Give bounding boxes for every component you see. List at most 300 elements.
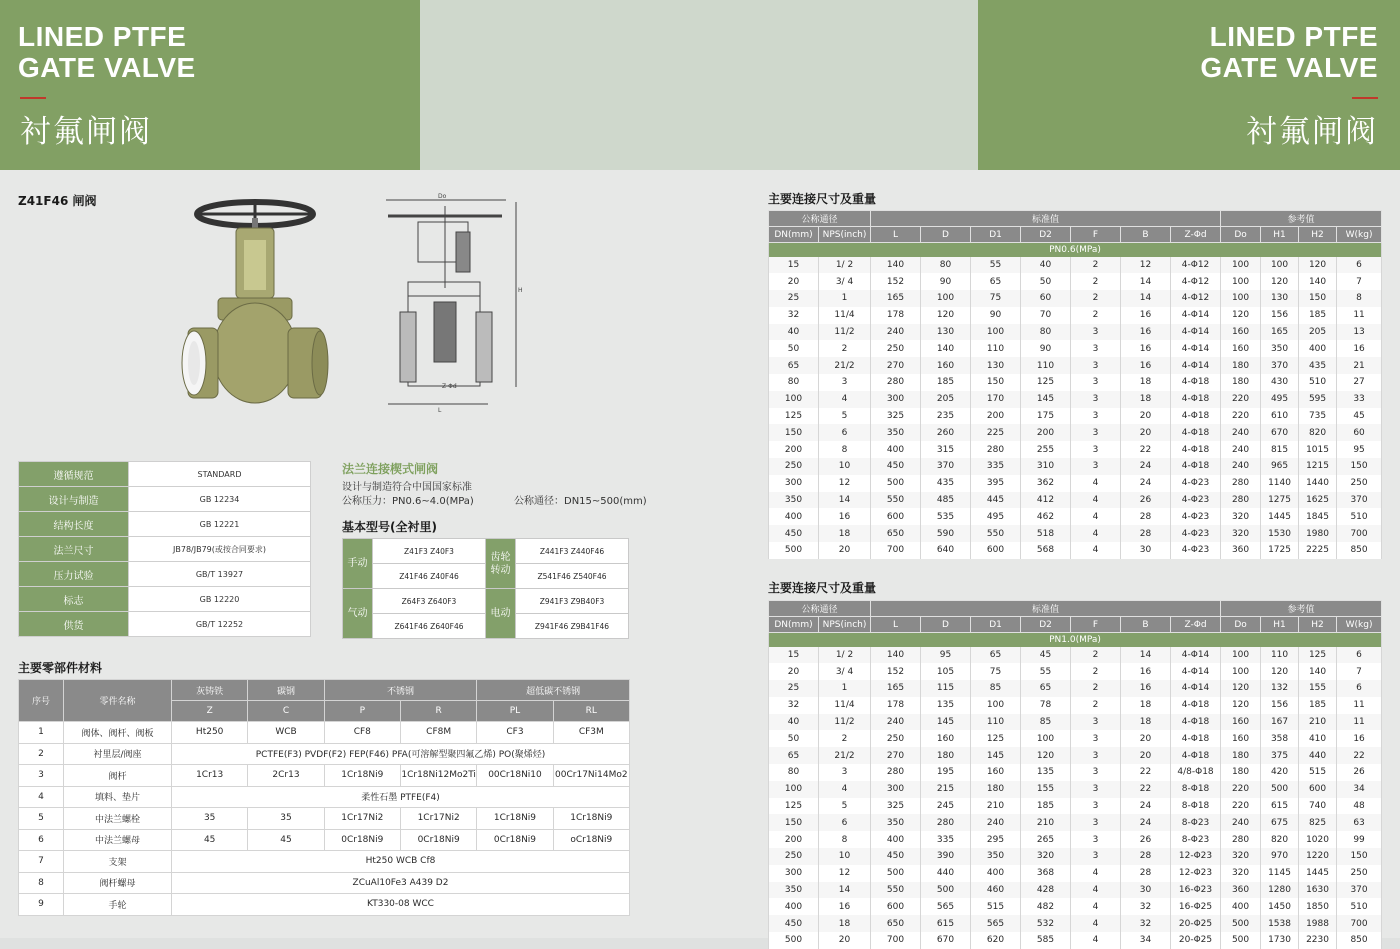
table-cell: 515	[1299, 764, 1337, 781]
material-cell: 35	[172, 808, 248, 830]
table-cell: 4	[1071, 475, 1121, 492]
table-cell: 435	[1299, 357, 1337, 374]
table-cell: 140	[921, 340, 971, 357]
table-cell: 400	[1221, 898, 1261, 915]
table-cell: 1275	[1261, 492, 1299, 509]
material-cell: 0Cr18Ni9	[400, 829, 476, 851]
material-cell: 1Cr18Ni9	[324, 765, 400, 787]
model-cell: Z941F46 Z9B41F46	[516, 614, 629, 639]
table-cell: 500	[1221, 932, 1261, 949]
table-row	[769, 340, 1382, 357]
table-cell: 2230	[1299, 932, 1337, 949]
table-row	[769, 324, 1382, 341]
table-cell: 11	[1337, 697, 1382, 714]
material-cell: 0Cr18Ni9	[324, 829, 400, 851]
table-cell: 3	[1071, 391, 1121, 408]
table-cell: 10	[819, 848, 871, 865]
table-cell: 28	[1121, 525, 1171, 542]
material-cell: 9	[19, 894, 64, 916]
table-cell: 140	[871, 647, 921, 664]
table-cell: 26	[1121, 831, 1171, 848]
materials-title: 主要零部件材料	[18, 661, 103, 675]
header-title-right	[1200, 21, 1378, 83]
table-cell: 395	[971, 475, 1021, 492]
table-cell: 18	[819, 525, 871, 542]
table-cell: 450	[769, 525, 819, 542]
table-cell: 550	[971, 525, 1021, 542]
table-cell: 1/ 2	[819, 647, 871, 664]
table-cell: 280	[1221, 831, 1261, 848]
table-cell: 20	[1121, 408, 1171, 425]
table-cell: 155	[1299, 680, 1337, 697]
table-cell: 16	[1337, 730, 1382, 747]
material-cell: Ht250 WCB Cf8	[172, 851, 630, 873]
table-row	[769, 257, 1382, 274]
table-cell: 210	[1021, 814, 1071, 831]
material-cell: 45	[248, 829, 324, 851]
table-cell: 55	[971, 257, 1021, 274]
table-cell: 315	[921, 441, 971, 458]
table-cell: 335	[921, 831, 971, 848]
table-cell: 550	[871, 882, 921, 899]
material-cell: 手轮	[64, 894, 172, 916]
dim-head-col: B	[1121, 227, 1171, 243]
table-cell: 4-Φ18	[1171, 374, 1221, 391]
svg-text:Z-Φd: Z-Φd	[442, 383, 457, 390]
valve-section-drawing	[378, 192, 538, 440]
table-row	[769, 663, 1382, 680]
table-cell: 32	[769, 307, 819, 324]
table-cell: 325	[871, 408, 921, 425]
table-row	[769, 747, 1382, 764]
table-row	[769, 781, 1382, 798]
table-cell: 250	[1337, 475, 1382, 492]
table-cell: 120	[1221, 680, 1261, 697]
table-cell: 180	[921, 747, 971, 764]
table-cell: 25	[769, 290, 819, 307]
table-cell: 2	[1071, 697, 1121, 714]
table-cell: 16	[1121, 680, 1171, 697]
table-cell: 215	[921, 781, 971, 798]
table-cell: 320	[1021, 848, 1071, 865]
table-row	[769, 391, 1382, 408]
material-cell: KT330-08 WCC	[172, 894, 630, 916]
table-cell: 85	[971, 680, 1021, 697]
table-cell: 400	[871, 441, 921, 458]
table-cell: 160	[1221, 324, 1261, 341]
spec-value: JB78/JB79(或按合同要求)	[129, 537, 311, 562]
material-row	[19, 851, 630, 873]
pressure-row: PN1.0(MPa)	[769, 633, 1382, 647]
table-cell: 26	[1121, 492, 1171, 509]
table-cell: 150	[769, 424, 819, 441]
table-cell: 8	[1337, 290, 1382, 307]
table-cell: 160	[1221, 714, 1261, 731]
table-row	[769, 764, 1382, 781]
table-cell: 280	[871, 374, 921, 391]
table-cell: 14	[819, 882, 871, 899]
svg-text:H: H	[518, 287, 523, 294]
table-cell: 500	[871, 865, 921, 882]
table-cell: 4	[1071, 542, 1121, 559]
spec-key: 结构长度	[19, 512, 129, 537]
table-cell: 428	[1021, 882, 1071, 899]
table-cell: 825	[1299, 814, 1337, 831]
spec-key: 法兰尺寸	[19, 537, 129, 562]
table-cell: 65	[1021, 680, 1071, 697]
table-cell: 220	[1221, 408, 1261, 425]
table-cell: 120	[1021, 747, 1071, 764]
table-cell: 120	[1221, 697, 1261, 714]
table-cell: 5	[819, 408, 871, 425]
spec-value: GB 12234	[129, 487, 311, 512]
table-cell: 4/8-Φ18	[1171, 764, 1221, 781]
table-cell: 240	[871, 324, 921, 341]
header-title-left	[18, 21, 196, 83]
table-cell: 1	[819, 290, 871, 307]
table-cell: 4	[1071, 492, 1121, 509]
table-cell: 320	[1221, 508, 1261, 525]
table-cell: 100	[1221, 647, 1261, 664]
dim-head-col: F	[1071, 617, 1121, 633]
table-cell: 820	[1261, 831, 1299, 848]
table-cell: 435	[921, 475, 971, 492]
material-row	[19, 765, 630, 787]
table-cell: 335	[971, 458, 1021, 475]
table-row	[769, 525, 1382, 542]
table-cell: 615	[921, 915, 971, 932]
table-cell: 400	[971, 865, 1021, 882]
table-cell: 495	[1261, 391, 1299, 408]
table-cell: 165	[871, 680, 921, 697]
table-row	[769, 458, 1382, 475]
table-cell: 178	[871, 307, 921, 324]
table-cell: 518	[1021, 525, 1071, 542]
model-cell: Z941F3 Z9B40F3	[516, 589, 629, 614]
material-cell: 3	[19, 765, 64, 787]
dim-title-2: 主要连接尺寸及重量	[768, 581, 877, 595]
dim-title-1: 主要连接尺寸及重量	[768, 192, 877, 206]
table-cell: 20-Φ25	[1171, 932, 1221, 949]
material-cell: oCr18Ni9	[553, 829, 629, 851]
table-cell: 99	[1337, 831, 1382, 848]
table-cell: 20	[1121, 730, 1171, 747]
table-cell: 24	[1121, 798, 1171, 815]
table-cell: 4-Φ23	[1171, 542, 1221, 559]
model-cell: Z441F3 Z440F46	[516, 539, 629, 564]
table-cell: 620	[971, 932, 1021, 949]
table-cell: 18	[819, 915, 871, 932]
model-title: Z41F46 闸阀	[18, 194, 97, 208]
table-cell: 670	[1261, 424, 1299, 441]
table-cell: 20-Φ25	[1171, 915, 1221, 932]
table-cell: 4	[819, 391, 871, 408]
material-cell: 4	[19, 786, 64, 808]
table-cell: 462	[1021, 508, 1071, 525]
table-cell: 10	[819, 458, 871, 475]
table-cell: 350	[769, 882, 819, 899]
table-cell: 445	[971, 492, 1021, 509]
table-cell: 2	[1071, 647, 1121, 664]
material-cell: ZCuAl10Fe3 A439 D2	[172, 872, 630, 894]
material-cell: 支架	[64, 851, 172, 873]
table-cell: 4-Φ18	[1171, 730, 1221, 747]
material-row	[19, 872, 630, 894]
table-cell: 120	[1221, 307, 1261, 324]
table-cell: 16	[1121, 340, 1171, 357]
model-cell: Z541F46 Z540F46	[516, 564, 629, 589]
table-cell: 4	[1071, 898, 1121, 915]
table-cell: 4-Φ23	[1171, 492, 1221, 509]
table-cell: 135	[1021, 764, 1071, 781]
table-cell: 1440	[1299, 475, 1337, 492]
material-cell: Ht250	[172, 722, 248, 744]
table-cell: 12	[819, 865, 871, 882]
table-cell: 7	[1337, 273, 1382, 290]
dim-head-col: B	[1121, 617, 1171, 633]
table-cell: 4-Φ12	[1171, 257, 1221, 274]
table-cell: 4	[819, 781, 871, 798]
table-cell: 85	[1021, 714, 1071, 731]
table-cell: 14	[1121, 290, 1171, 307]
table-cell: 300	[871, 781, 921, 798]
table-cell: 4	[1071, 525, 1121, 542]
table-cell: 510	[1337, 508, 1382, 525]
svg-text:L: L	[438, 407, 442, 414]
table-cell: 3	[819, 764, 871, 781]
table-row	[769, 915, 1382, 932]
mat-head-code: P	[324, 701, 400, 722]
spec-row	[19, 537, 311, 562]
table-cell: 20	[1121, 747, 1171, 764]
table-cell: 180	[971, 781, 1021, 798]
table-cell: 180	[1221, 747, 1261, 764]
table-cell: 1988	[1299, 915, 1337, 932]
table-cell: 16	[1121, 357, 1171, 374]
dimension-table-pn06	[768, 210, 1382, 559]
table-cell: 615	[1261, 798, 1299, 815]
table-cell: 1450	[1261, 898, 1299, 915]
table-cell: 100	[1261, 257, 1299, 274]
header-left	[0, 0, 420, 170]
flange-line-1: 设计与制造符合中国国家标准	[342, 482, 472, 493]
table-cell: 600	[971, 542, 1021, 559]
table-cell: 600	[1299, 781, 1337, 798]
table-cell: 28	[1121, 848, 1171, 865]
dim-head-col: D	[921, 227, 971, 243]
table-cell: 3	[1071, 441, 1121, 458]
table-cell: 4-Φ23	[1171, 525, 1221, 542]
table-cell: 120	[921, 307, 971, 324]
table-cell: 440	[1299, 747, 1337, 764]
table-cell: 18	[1121, 697, 1171, 714]
table-cell: 310	[1021, 458, 1071, 475]
header-divider	[1352, 97, 1378, 99]
header-right	[978, 0, 1400, 170]
table-cell: 33	[1337, 391, 1382, 408]
table-cell: 16	[819, 508, 871, 525]
table-cell: 700	[871, 932, 921, 949]
table-cell: 145	[921, 714, 971, 731]
table-cell: 11/2	[819, 714, 871, 731]
table-cell: 140	[1299, 663, 1337, 680]
dim-head-col: D1	[971, 227, 1021, 243]
dim-head-group: 公称通径	[769, 601, 871, 617]
material-cell: 阀体、阀杆、阀板	[64, 722, 172, 744]
table-cell: 735	[1299, 408, 1337, 425]
table-cell: 100	[971, 697, 1021, 714]
table-cell: 18	[1121, 391, 1171, 408]
table-cell: 8-Φ23	[1171, 831, 1221, 848]
table-cell: 16	[1121, 307, 1171, 324]
table-cell: 4-Φ14	[1171, 357, 1221, 374]
table-cell: 4-Φ18	[1171, 441, 1221, 458]
table-cell: 1280	[1261, 882, 1299, 899]
table-cell: 2	[819, 340, 871, 357]
table-cell: 300	[871, 391, 921, 408]
model-cell: Z41F3 Z40F3	[373, 539, 486, 564]
table-cell: 410	[1299, 730, 1337, 747]
table-cell: 4-Φ14	[1171, 680, 1221, 697]
table-cell: 48	[1337, 798, 1382, 815]
table-cell: 4	[1071, 932, 1121, 949]
table-cell: 3	[1071, 340, 1121, 357]
table-cell: 3	[1071, 764, 1121, 781]
table-cell: 16-Φ25	[1171, 898, 1221, 915]
table-cell: 13	[1337, 324, 1382, 341]
table-cell: 75	[971, 663, 1021, 680]
table-cell: 210	[1299, 714, 1337, 731]
table-cell: 12	[1121, 257, 1171, 274]
table-cell: 240	[971, 814, 1021, 831]
table-cell: 210	[971, 798, 1021, 815]
table-cell: 400	[769, 898, 819, 915]
table-cell: 240	[1221, 458, 1261, 475]
left-page	[0, 170, 700, 938]
material-cell: 中法兰螺母	[64, 829, 172, 851]
header-title-line2: GATE VALVE	[1200, 52, 1378, 83]
dim-head-col: F	[1071, 227, 1121, 243]
table-cell: 650	[871, 915, 921, 932]
table-cell: 205	[1299, 324, 1337, 341]
mat-head-name: 零件名称	[64, 680, 172, 722]
table-cell: 14	[1121, 273, 1171, 290]
table-cell: 34	[1121, 932, 1171, 949]
table-cell: 400	[871, 831, 921, 848]
table-cell: 220	[1221, 391, 1261, 408]
table-cell: 1850	[1299, 898, 1337, 915]
table-cell: 16	[1121, 324, 1171, 341]
table-cell: 3/ 4	[819, 663, 871, 680]
table-cell: 280	[1221, 475, 1261, 492]
table-cell: 150	[1299, 290, 1337, 307]
table-cell: 2225	[1299, 542, 1337, 559]
table-cell: 78	[1021, 697, 1071, 714]
material-cell: 2	[19, 743, 64, 765]
table-cell: 670	[921, 932, 971, 949]
spec-row	[19, 612, 311, 637]
material-cell: 2Cr13	[248, 765, 324, 787]
table-cell: 135	[921, 697, 971, 714]
dim-head-col: NPS(inch)	[819, 617, 871, 633]
pressure-row: PN0.6(MPa)	[769, 243, 1382, 257]
models-group-electric: 电动	[486, 589, 516, 639]
flange-title: 法兰连接楔式闸阀	[342, 462, 439, 476]
mat-head-code: PL	[477, 701, 553, 722]
table-cell: 4-Φ18	[1171, 458, 1221, 475]
mat-head-group: 碳钢	[248, 680, 324, 701]
header-title-line1: LINED PTFE	[1209, 21, 1378, 52]
table-cell: 1015	[1299, 441, 1337, 458]
table-cell: 165	[1261, 324, 1299, 341]
dim-head-col: Do	[1221, 227, 1261, 243]
table-cell: 532	[1021, 915, 1071, 932]
table-cell: 350	[769, 492, 819, 509]
table-row	[769, 882, 1382, 899]
table-cell: 565	[971, 915, 1021, 932]
table-cell: 500	[871, 475, 921, 492]
table-cell: 610	[1261, 408, 1299, 425]
valve-photo	[170, 198, 340, 438]
table-cell: 4-Φ18	[1171, 697, 1221, 714]
table-cell: 390	[921, 848, 971, 865]
table-cell: 32	[1121, 915, 1171, 932]
table-cell: 140	[871, 257, 921, 274]
dim-head-col: DN(mm)	[769, 227, 819, 243]
material-row	[19, 722, 630, 744]
table-cell: 15	[769, 257, 819, 274]
table-cell: 4-Φ18	[1171, 714, 1221, 731]
header-middle-band	[420, 0, 978, 170]
material-cell: 5	[19, 808, 64, 830]
table-cell: 20	[819, 932, 871, 949]
table-cell: 358	[1261, 730, 1299, 747]
table-cell: 65	[971, 647, 1021, 664]
table-row	[769, 714, 1382, 731]
flange-diameter: 公称通径：DN15~500(mm)	[514, 496, 647, 507]
table-cell: 850	[1337, 542, 1382, 559]
right-page	[700, 170, 1400, 946]
table-cell: 350	[1261, 340, 1299, 357]
table-cell: 156	[1261, 697, 1299, 714]
table-row	[769, 697, 1382, 714]
table-row	[769, 542, 1382, 559]
table-cell: 550	[871, 492, 921, 509]
table-cell: 1530	[1261, 525, 1299, 542]
table-cell: 130	[971, 357, 1021, 374]
dim-head-col: W(kg)	[1337, 227, 1382, 243]
table-cell: 325	[871, 798, 921, 815]
table-cell: 1140	[1261, 475, 1299, 492]
table-cell: 160	[1221, 730, 1261, 747]
table-cell: 250	[871, 340, 921, 357]
table-cell: 30	[1121, 542, 1171, 559]
spec-key: 标志	[19, 587, 129, 612]
table-cell: 3	[1071, 831, 1121, 848]
table-cell: 90	[971, 307, 1021, 324]
table-cell: 370	[1261, 357, 1299, 374]
mat-head-code: Z	[172, 701, 248, 722]
table-cell: 200	[769, 831, 819, 848]
model-cell: Z64F3 Z640F3	[373, 589, 486, 614]
table-cell: 28	[1121, 865, 1171, 882]
table-cell: 368	[1021, 865, 1071, 882]
table-cell: 4-Φ14	[1171, 340, 1221, 357]
table-cell: 430	[1261, 374, 1299, 391]
spec-row	[19, 587, 311, 612]
table-cell: 185	[921, 374, 971, 391]
table-cell: 185	[1021, 798, 1071, 815]
